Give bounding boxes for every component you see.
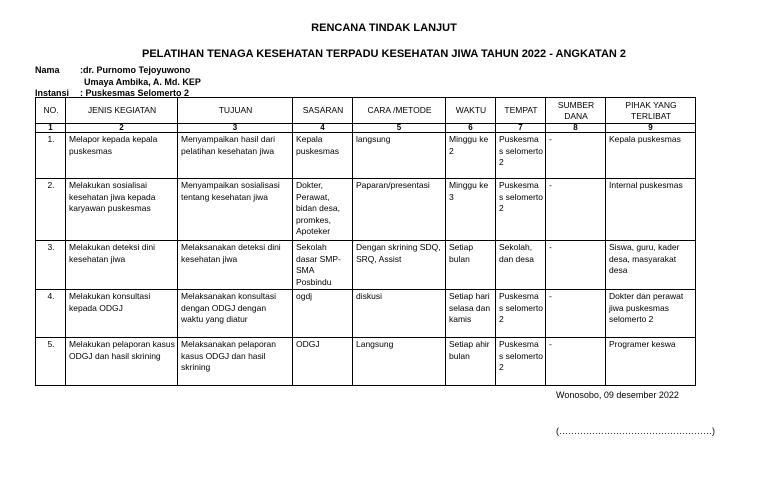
col-header-waktu: WAKTU (446, 98, 496, 124)
col-header-jenis-kegiatan: JENIS KEGIATAN (66, 98, 178, 124)
instansi-value: : Puskesmas Selomerto 2 (80, 88, 190, 98)
cell-sasaran: ogdj (293, 290, 353, 338)
cell-cara-metode: langsung (353, 133, 446, 179)
col-header-sumber-dana: SUMBER DANA (546, 98, 606, 124)
cell-sasaran: Sekolah dasar SMP-SMA Posbindu (293, 241, 353, 290)
nama-label: Nama (35, 65, 60, 75)
col-header-cara-metode: CARA /METODE (353, 98, 446, 124)
cell-jenis-kegiatan: Melakukan deteksi dini kesehatan jiwa (66, 241, 178, 290)
cell-tempat: Sekolah, dan desa (496, 241, 546, 290)
table-row (36, 179, 696, 241)
col-number: 5 (353, 124, 446, 133)
col-number: 4 (293, 124, 353, 133)
nama-value-2: Umaya Ambika, A. Md. KEP (84, 77, 201, 87)
col-header-pihak-terlibat: PIHAK YANG TERLIBAT (606, 98, 696, 124)
cell-tujuan: Melaksanakan deteksi dini kesehatan jiwa (178, 241, 293, 290)
cell-tujuan: Menyampaikan sosialisasi tentang kesehatan jiwa (178, 179, 293, 241)
col-header-no: NO. (36, 98, 66, 124)
cell-sasaran: Dokter, Perawat, bidan desa, promkes, Apoteker (293, 179, 353, 241)
cell-waktu: Minggu ke 2 (446, 133, 496, 179)
cell-sumber-dana: - (546, 338, 606, 386)
cell-jenis-kegiatan: Melapor kepada kepala puskesmas (66, 133, 178, 179)
cell-sumber-dana: - (546, 241, 606, 290)
col-number: 6 (446, 124, 496, 133)
col-number: 7 (496, 124, 546, 133)
instansi-label: Instansi (35, 88, 70, 98)
cell-tujuan: Menyampaikan hasil dari pelatihan kesehatan jiwa (178, 133, 293, 179)
action-plan-table (35, 97, 696, 386)
col-header-sasaran: SASARAN (293, 98, 353, 124)
cell-sasaran: ODGJ (293, 338, 353, 386)
signature-line: (……………………………………………) (556, 426, 715, 436)
table-row (36, 133, 696, 179)
cell-pihak-terlibat: Programer keswa (606, 338, 696, 386)
cell-tempat: Puskesma s selomerto 2 (496, 338, 546, 386)
table-row (36, 290, 696, 338)
col-number: 8 (546, 124, 606, 133)
table-header-row (36, 98, 696, 124)
cell-cara-metode: Langsung (353, 338, 446, 386)
cell-no: 2. (36, 179, 66, 241)
table-row (36, 241, 696, 290)
col-number: 9 (606, 124, 696, 133)
cell-sumber-dana: - (546, 179, 606, 241)
cell-no: 1. (36, 133, 66, 179)
cell-cara-metode: Paparan/presentasi (353, 179, 446, 241)
cell-tempat: Puskesma s selomerto 2 (496, 133, 546, 179)
cell-pihak-terlibat: Siswa, guru, kader desa, masyarakat desa (606, 241, 696, 290)
cell-tujuan: Melaksanakan konsultasi dengan ODGJ dengan waktu yang diatur (178, 290, 293, 338)
col-number: 2 (66, 124, 178, 133)
document-title: RENCANA TINDAK LANJUT (311, 22, 457, 34)
cell-jenis-kegiatan: Melakukan sosialisai kesehatan jiwa kepada karyawan puskesmas (66, 179, 178, 241)
cell-pihak-terlibat: Dokter dan perawat jiwa puskesmas selomerto 2 (606, 290, 696, 338)
document-subtitle: PELATIHAN TENAGA KESEHATAN TERPADU KESEHATAN JIWA TAHUN 2022 - ANGKATAN 2 (141, 48, 627, 60)
cell-waktu: Setiap bulan (446, 241, 496, 290)
cell-no: 3. (36, 241, 66, 290)
cell-sumber-dana: - (546, 133, 606, 179)
place-date: Wonosobo, 09 desember 2022 (556, 390, 679, 400)
col-header-tempat: TEMPAT (496, 98, 546, 124)
cell-tujuan: Melaksanakan pelaporan kasus ODGJ dan hasil skrining (178, 338, 293, 386)
cell-jenis-kegiatan: Melakukan pelaporan kasus ODGJ dan hasil skrining (66, 338, 178, 386)
cell-no: 5. (36, 338, 66, 386)
cell-tempat: Puskesma s selomerto 2 (496, 179, 546, 241)
cell-pihak-terlibat: Kepala puskesmas (606, 133, 696, 179)
cell-waktu: Setiap hari selasa dan kamis (446, 290, 496, 338)
cell-cara-metode: diskusi (353, 290, 446, 338)
col-number: 1 (36, 124, 66, 133)
nama-value-1: :dr. Purnomo Tejoyuwono (80, 65, 191, 75)
column-number-row (36, 124, 696, 133)
col-header-tujuan: TUJUAN (178, 98, 293, 124)
cell-cara-metode: Dengan skrining SDQ, SRQ, Assist (353, 241, 446, 290)
table-row (36, 338, 696, 386)
cell-no: 4. (36, 290, 66, 338)
cell-sasaran: Kepala puskesmas (293, 133, 353, 179)
cell-waktu: Setiap ahir bulan (446, 338, 496, 386)
cell-sumber-dana: - (546, 290, 606, 338)
cell-tempat: Puskesma s selomerto 2 (496, 290, 546, 338)
cell-waktu: Minggu ke 3 (446, 179, 496, 241)
col-number: 3 (178, 124, 293, 133)
cell-pihak-terlibat: Internal puskesmas (606, 179, 696, 241)
cell-jenis-kegiatan: Melakukan konsultasi kepada ODGJ (66, 290, 178, 338)
